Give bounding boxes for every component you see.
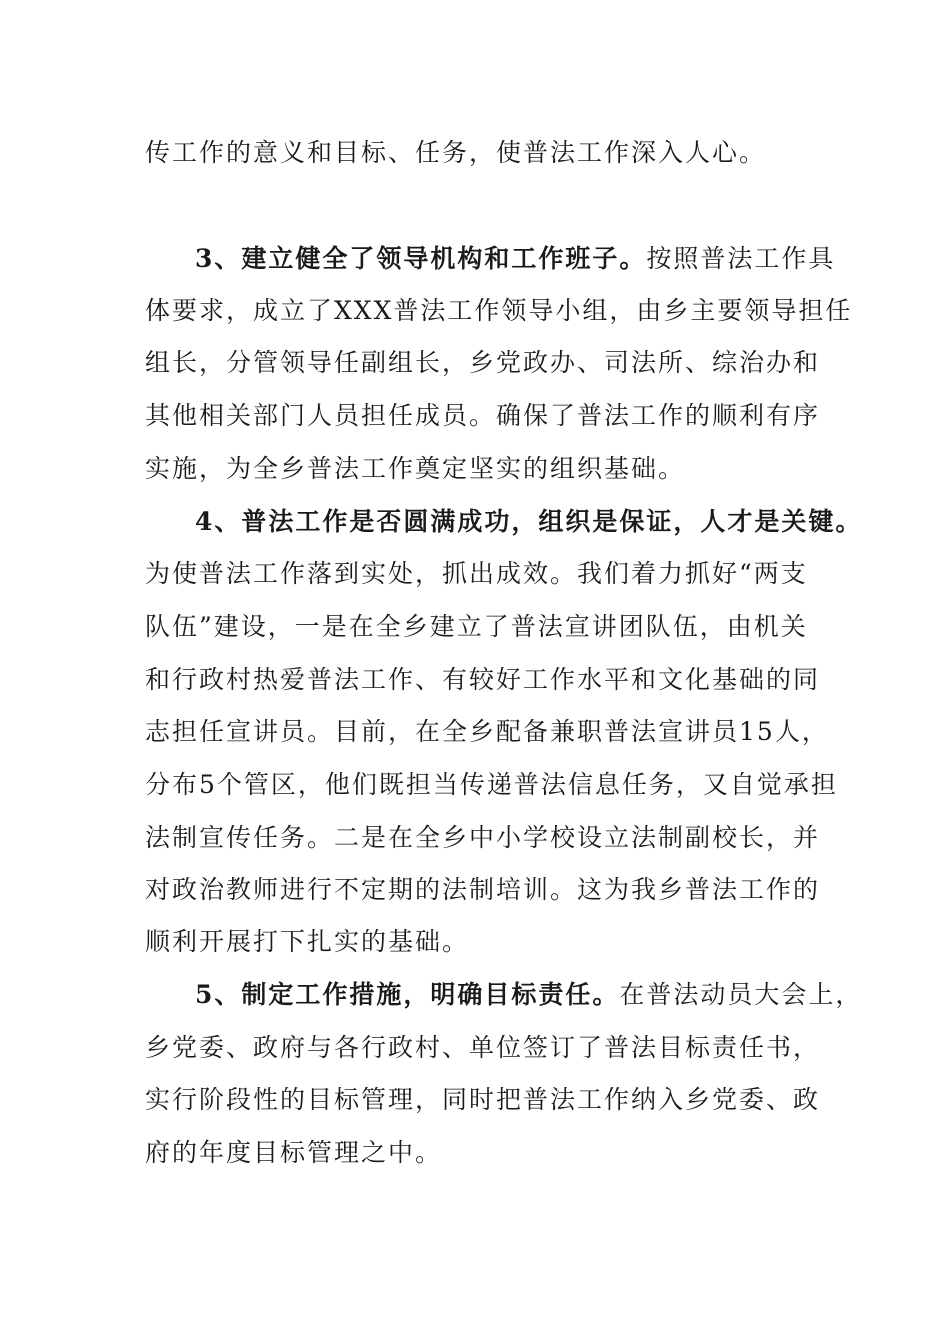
paragraph-line: 组长，分管领导任副组长，乡党政办、司法所、综治办和 [145, 348, 821, 377]
paragraph-line: 分布5个管区，他们既担当传递普法信息任务，又自觉承担 [145, 770, 838, 799]
paragraph-line: 府的年度目标管理之中。 [145, 1138, 443, 1167]
paragraph-heading: 4、普法工作是否圆满成功，组织是保证，人才是关键。 [195, 507, 863, 536]
paragraph-line: 为使普法工作落到实处，抓出成效。我们着力抓好“两支 [145, 559, 808, 588]
paragraph-line: 传工作的意义和目标、任务，使普法工作深入人心。 [145, 138, 767, 167]
paragraph-line: 对政治教师进行不定期的法制培训。这为我乡普法工作的 [145, 875, 821, 904]
paragraph-heading: 5、制定工作措施，明确目标责任。 [195, 980, 620, 1009]
paragraph-text: 在普法动员大会上， [619, 980, 863, 1009]
paragraph-text: 按照普法工作具 [646, 244, 836, 273]
paragraph-first-line [195, 243, 885, 275]
paragraph-line: 和行政村热爱普法工作、有较好工作水平和文化基础的同 [145, 665, 821, 694]
paragraph-line: 顺利开展打下扎实的基础。 [145, 927, 470, 956]
paragraph-line: 法制宣传任务。二是在全乡中小学校设立法制副校长，并 [145, 823, 821, 852]
paragraph-line: 其他相关部门人员担任成员。确保了普法工作的顺利有序 [145, 401, 821, 430]
paragraph-line: 志担任宣讲员。目前，在全乡配备兼职普法宣讲员15人， [145, 717, 829, 746]
paragraph-line: 乡党委、政府与各行政村、单位签订了普法目标责任书， [145, 1033, 821, 1062]
paragraph-line: 体要求，成立了XXX普法工作领导小组，由乡主要领导担任 [145, 296, 853, 325]
paragraph-line: 实施，为全乡普法工作奠定坚实的组织基础。 [145, 454, 686, 483]
paragraph-first-line [195, 979, 885, 1011]
paragraph-line: 队伍”建设，一是在全乡建立了普法宣讲团队伍，由机关 [145, 612, 808, 641]
paragraph-line: 实行阶段性的目标管理，同时把普法工作纳入乡党委、政 [145, 1085, 821, 1114]
paragraph-heading: 3、建立健全了领导机构和工作班子。 [195, 244, 647, 273]
